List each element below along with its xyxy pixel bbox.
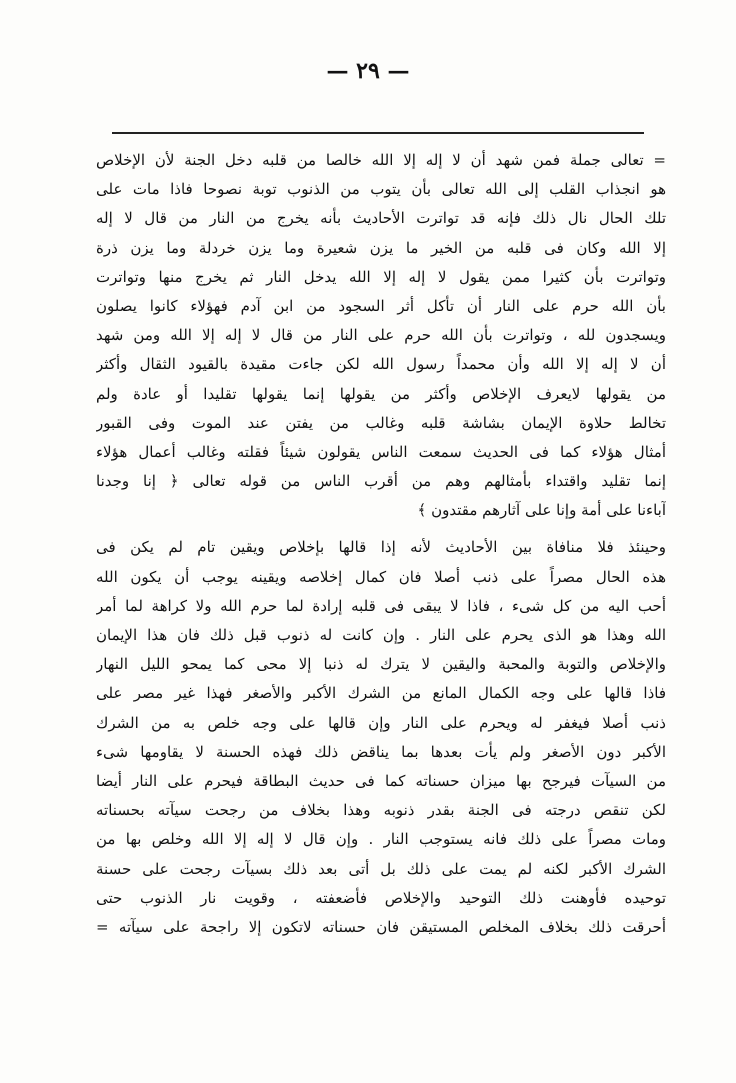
text-line: أمثال هؤلاء كما فى الحديث سمعت الناس يقولون شيئاً فقلته وغالب أعمال هؤلاء xyxy=(96,442,666,461)
text-line: ومات مصراً على ذلك فانه يستوجب النار . وإن قال لا إله إلا الله وخلص بها من xyxy=(96,830,666,849)
header-rule xyxy=(112,132,644,134)
text-line: الأكبر دون الأصغر ولم يأت بعدها بما يناقض ذلك فهذه الحسنة لا يقاومها شىء xyxy=(96,742,666,761)
paragraph-1 xyxy=(96,146,666,525)
paragraph-2 xyxy=(96,533,666,942)
text-line: أحب اليه من كل شىء ، فاذا لا يبقى فى قلبه إرادة لما حرم الله ولا كراهة لما أمر xyxy=(96,596,666,615)
text-line: آباءنا على أمة وإنا على آثارهم مقتدون ﴾ xyxy=(417,501,666,520)
page-number: — ٢٩ — xyxy=(326,58,410,84)
text-line: هذه الحال مصراً على ذنب أصلا فان كمال إخلاصه ويقينه يوجب أن يكون الله xyxy=(96,567,666,586)
text-line: من السيآت فيرجح بها ميزان حسناته كما فى حديث البطاقة فيحرم على النار أيضا xyxy=(96,771,666,790)
text-line: هو انجذاب القلب إلى الله تعالى بأن يتوب من الذنوب توبة نصوحا فاذا مات على xyxy=(96,180,666,199)
text-line: وحينئذ فلا منافاة بين الأحاديث لأنه إذا قالها بإخلاص ويقين تام لم يكن فى xyxy=(96,538,666,557)
text-line: إلا الله وكان فى قلبه من الخير ما يزن شعيرة وما يزن خردلة وما يزن ذرة xyxy=(96,238,666,257)
text-line: من يقولها لايعرف الإخلاص وأكثر من يقولها إنما يقولها تقليدا أو عادة ولم xyxy=(96,384,666,403)
text-line: أن لا إله إلا الله وأن محمداً رسول الله لكن جاءت مقيدة بالقيود الثقال وأكثر xyxy=(96,355,666,374)
text-line: تلك الحال نال ذلك فإنه قد تواترت الأحاديث بأنه يخرج من النار من قال لا إله xyxy=(96,209,666,228)
body-text xyxy=(96,146,666,942)
text-line: ذنب أصلا فيغفر له ويحرم على النار وإن قالها على وجه خلص به من الشرك xyxy=(96,713,666,732)
text-line: وتواترت بأن كثيرا ممن يقول لا إله إلا الله يدخل النار ثم يخرج منها وتواترت xyxy=(96,267,666,286)
text-line: أحرقت ذلك بخلاف المخلص المستيقن فان حسناته لاتكون إلا راجحة على سيآته = xyxy=(96,917,666,936)
text-line: إنما تقليد واقتداء بأمثالهم وهم من أقرب الناس من قوله تعالى ﴿ إنا وجدنا xyxy=(96,472,666,491)
text-line: الله وهذا هو الذى يحرم على النار . وإن كانت له ذنوب قبل ذلك فان هذا الإيمان xyxy=(96,626,666,644)
text-line: بأن الله حرم على النار أن تأكل أثر السجود من ابن آدم فهؤلاء كانوا يصلون xyxy=(96,296,666,315)
text-line: = تعالى جملة فمن شهد أن لا إله إلا الله خالصا من قلبه دخل الجنة لأن الإخلاص xyxy=(96,151,666,169)
text-line: والإخلاص والتوبة والمحبة واليقين لا يترك له ذنبا إلا محى كما يمحو الليل النهار xyxy=(96,655,666,674)
text-line: تخالط حلاوة الإيمان بشاشة قلبه وغالب من يفتن عند الموت وفى القبور xyxy=(96,413,666,432)
paragraph-gap xyxy=(96,525,666,533)
text-line: فاذا قالها على وجه الكمال المانع من الشرك الأكبر والأصغر فهذا غير مصر على xyxy=(96,684,666,703)
text-line: توحيده فأوهنت ذلك التوحيد والإخلاص فأضعفته ، وقويت نار الذنوب حتى xyxy=(96,888,666,907)
text-line: لكن تنقص درجته فى الجنة بقدر ذنوبه وهذا بخلاف من رجحت سيآته بحسناته xyxy=(96,801,666,820)
text-line: الشرك الأكبر لكنه لم يمت على ذلك بل أتى بعد ذلك بسيآت رجحت على حسنة xyxy=(96,859,666,878)
text-line: ويسجدون لله ، وتواترت بأن الله حرم على النار من قال لا إله إلا الله ومن شهد xyxy=(96,326,666,345)
